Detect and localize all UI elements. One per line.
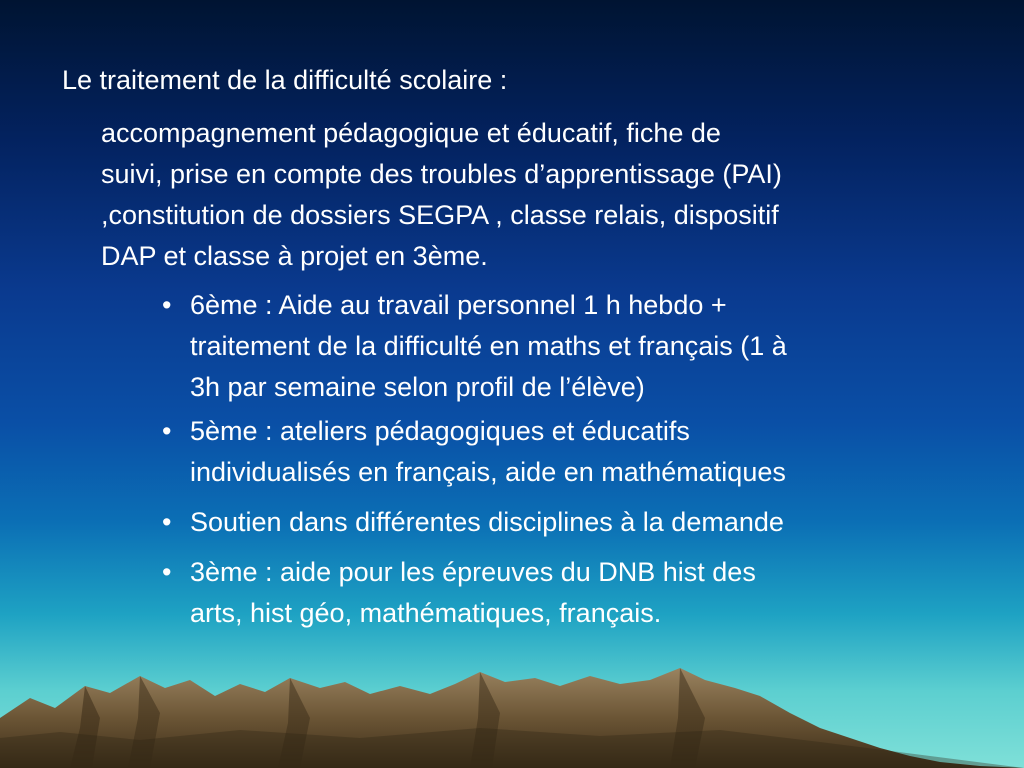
bullet-line: arts, hist géo, mathématiques, français. bbox=[190, 598, 662, 628]
bullet-line: 5ème : ateliers pédagogiques et éducatifs bbox=[190, 416, 690, 446]
intro-line: accompagnement pédagogique et éducatif, fiche de bbox=[101, 118, 721, 148]
intro-line: suivi, prise en compte des troubles d’apprentissage (PAI) bbox=[101, 159, 782, 189]
bullet-line: Soutien dans différentes disciplines à la demande bbox=[190, 507, 784, 537]
bullet-line: 3ème : aide pour les épreuves du DNB hist des bbox=[190, 557, 756, 587]
intro-line: ,constitution de dossiers SEGPA , classe relais, dispositif bbox=[101, 200, 779, 230]
bullet-line: 6ème : Aide au travail personnel 1 h hebdo + bbox=[190, 290, 727, 320]
bullet-line: individualisés en français, aide en mathématiques bbox=[190, 457, 786, 487]
bullet-dot: • bbox=[162, 557, 172, 587]
bullet-line: traitement de la difficulté en maths et français (1 à bbox=[190, 331, 787, 361]
bullet-text bbox=[190, 552, 756, 634]
intro-line: DAP et classe à projet en 3ème. bbox=[101, 241, 488, 271]
bullet-dot: • bbox=[162, 507, 172, 537]
bullet-dot: • bbox=[162, 290, 172, 320]
intro-paragraph bbox=[101, 113, 981, 277]
bullet-text bbox=[190, 411, 786, 493]
bullet-text bbox=[190, 502, 784, 543]
mountains-image bbox=[0, 658, 1024, 768]
bullet-line: 3h par semaine selon profil de l’élève) bbox=[190, 372, 645, 402]
bullet-dot: • bbox=[162, 416, 172, 446]
bullet-text bbox=[190, 285, 787, 408]
slide-heading: Le traitement de la difficulté scolaire : bbox=[62, 65, 508, 95]
